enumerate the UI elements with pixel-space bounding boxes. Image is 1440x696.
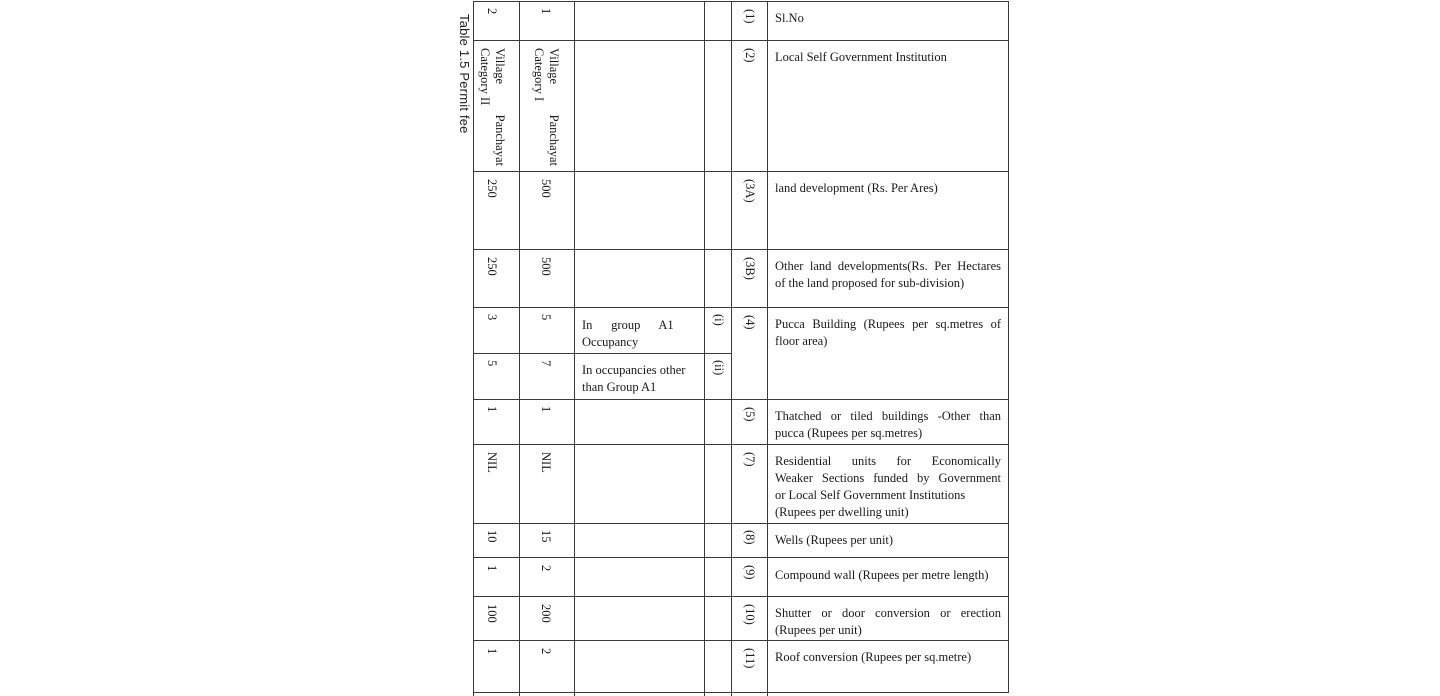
cat1-cell: 2 [539,648,553,655]
row-label: Residential units for Economically Weaker Sections funded by Government or Local Self Government Institutions (Rupees per dwelling unit) [775,454,1001,519]
sub-row-number: (i) [712,314,726,326]
cat1-cell: 2 [539,565,553,572]
row-border [473,692,1008,693]
row-label: Roof conversion (Rupees per sq.metre) [775,650,972,664]
row-label: Local Self Government Institution [775,50,947,64]
row-label: Shutter or door conversion or erection (Rupees per unit) [775,606,1001,637]
row-border [473,557,1008,558]
cat1-cell: 15 [539,530,553,543]
cat2-cell: 10 [485,530,499,543]
col-border [1008,1,1009,693]
row-number: (1) [743,9,757,24]
row-border [473,523,1008,524]
sub-row-number: (ii) [712,360,726,376]
row-label: Other land developments(Rs. Per Hectares of the land proposed for sub-division) [775,259,1001,290]
row-number: (9) [743,565,757,580]
cat1-cell: 1 [539,406,553,413]
row-number: (5) [743,407,757,422]
row-number: (8) [743,530,757,545]
column-header-cat2: Village Panchayat Category II [478,48,507,166]
sub-row-label: In occupancies other than Group A1 [582,363,686,394]
cat2-cell: 1 [485,406,499,413]
cat2-cell: 2 [485,8,499,15]
col-border [473,1,474,696]
cat2-cell: 250 [485,257,499,276]
row-border [473,353,731,354]
cat1-cell: 5 [539,314,553,321]
row-label: Compound wall (Rupees per metre length) [775,568,989,582]
row-number: (11) [743,648,757,669]
col-border [704,1,705,696]
row-label: Sl.No [775,11,804,25]
cat1-cell: 500 [539,179,553,198]
col-border [519,1,520,696]
cat1-cell: 500 [539,257,553,276]
row-label: Pucca Building (Rupees per sq.metres of floor area) [775,317,1001,348]
row-border [473,596,1008,597]
row-border [473,249,1008,250]
cat1-cell: 1 [539,8,553,15]
row-number: (2) [743,48,757,63]
row-label: Thatched or tiled buildings -Other than pucca (Rupees per sq.metres) [775,409,1001,440]
column-header-cat1: Village Panchayat Category I [532,48,561,166]
col-border [731,1,732,696]
cat2-cell: 1 [485,565,499,572]
row-number: (10) [743,604,757,625]
row-number: (4) [743,315,757,330]
col-border [574,1,575,696]
row-number: (3A) [743,179,757,203]
row-label: Wells (Rupees per unit) [775,533,894,547]
cat2-cell: 1 [485,648,499,655]
row-border [473,40,1008,41]
cat2-cell: 100 [485,604,499,623]
row-number: (7) [743,452,757,467]
row-border [473,640,1008,641]
cat1-cell: NIL [539,452,553,473]
row-border [473,307,1008,308]
row-border [473,1,1008,2]
row-border [473,171,1008,172]
cat2-cell: 3 [485,314,499,321]
row-label: land development (Rs. Per Ares) [775,181,938,195]
cat2-cell: NIL [485,452,499,473]
sub-row-label: In group A1 Occupancy [582,318,674,349]
cat2-cell: 250 [485,179,499,198]
cat2-cell: 5 [485,360,499,367]
cat1-cell: 7 [539,360,553,367]
row-border [473,444,1008,445]
col-border [767,1,768,696]
row-border [473,399,1008,400]
cat1-cell: 200 [539,604,553,623]
table-caption: Table 1.5 Permit fee [457,14,472,134]
row-number: (3B) [743,257,757,280]
